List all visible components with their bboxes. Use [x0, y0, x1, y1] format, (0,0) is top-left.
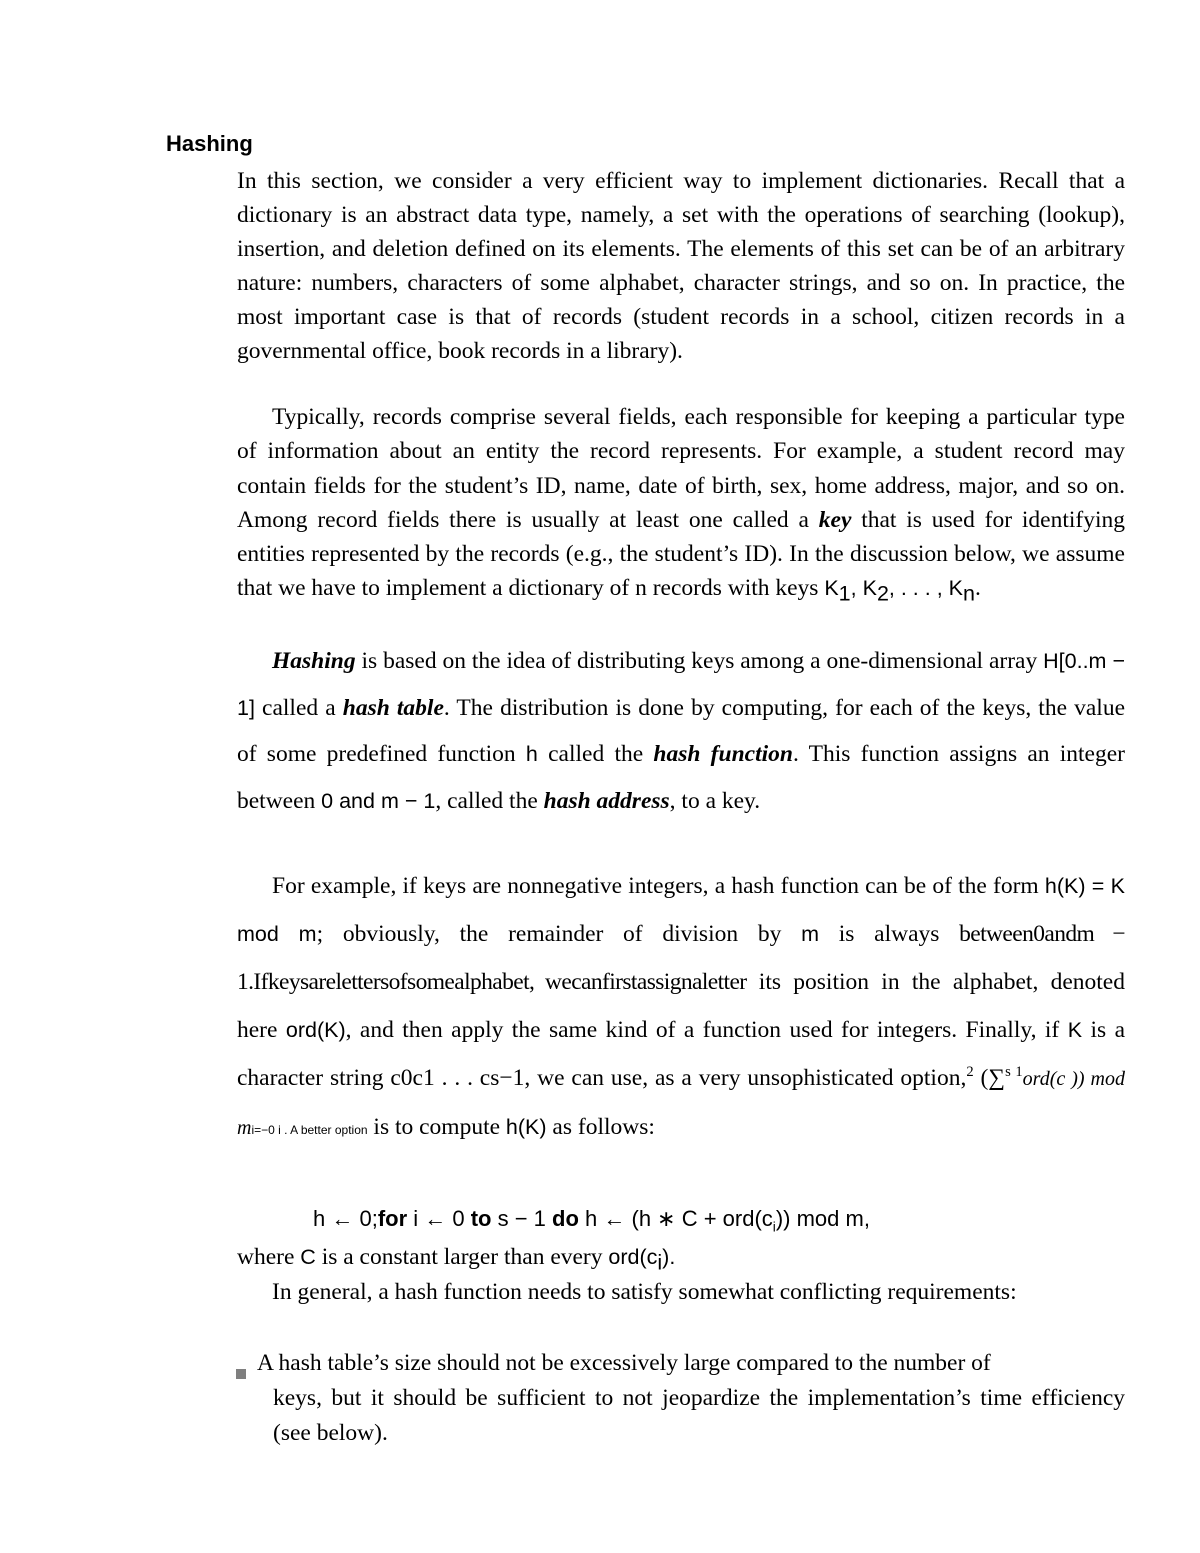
term-hash-address: hash address [543, 787, 670, 814]
range-notation: 0 and m − 1 [321, 788, 436, 813]
paragraph-example [237, 862, 1125, 1154]
example-text-c: is always [819, 921, 960, 947]
array-notation: H[0..m − 1] [237, 649, 1126, 720]
bullet-continuation: keys, but it should be sufficient to not jeopardize the implementation’s time efficiency (see below). [273, 1385, 1125, 1446]
better-option-text: A better option [287, 1123, 368, 1137]
function-h: h [525, 742, 538, 766]
key-kn-subscript: n [962, 582, 975, 607]
hashing-text-e: . This function assigns an integer between [237, 741, 1125, 814]
term-hashing: Hashing [272, 648, 356, 674]
hashing-text-g: , to a key. [669, 787, 761, 814]
algo-loop-start: i ← 0 [407, 1206, 471, 1231]
term-key: key [818, 506, 852, 533]
term-hash-table: hash table [342, 694, 444, 721]
algo-keyword-do: do [552, 1206, 579, 1231]
variable-k: K [1067, 1018, 1083, 1042]
key-k2: , K [850, 576, 877, 601]
key-dots: , . . . , K [888, 576, 963, 601]
example-text-e: , and then apply the same kind of a function used for integers. Finally, if [345, 1017, 1068, 1043]
key-k2-subscript: 2 [876, 582, 889, 607]
algo-keyword-for: for [377, 1206, 408, 1231]
paragraph-requirements [237, 1276, 1125, 1309]
example-text-compressed: between0andm − 1.Ifkeysarelettersofsomealphabet, wecanfirstassignaletter [237, 921, 1125, 995]
paragraph-requirements-text: In general, a hash function needs to satisfy somewhat conflicting requirements: [272, 1279, 1017, 1305]
variable-m: m [801, 922, 819, 946]
formula-sum-one: 1 [1010, 1064, 1023, 1081]
example-text-a: For example, if keys are nonnegative integers, a hash function can be of the form [272, 873, 1045, 899]
example-text-d: its position in the alphabet, denoted here [237, 969, 1125, 1043]
records-text-b: that is used for identifying entities represented by the records (e.g., the student’s ID). In the discussion below, we assume that we have to implement a dictionary of n records with keys [237, 506, 1126, 602]
formula-sum-sup: s [1005, 1064, 1011, 1081]
paragraph-records [237, 400, 1125, 606]
algo-keyword-to: to [470, 1206, 492, 1231]
hashing-text-d: called the [537, 741, 654, 767]
algo-body: h ← (h ∗ C + ord(c [578, 1206, 773, 1231]
example-text-b: ; obviously, the remainder of division by [316, 921, 802, 947]
paragraph-intro [237, 164, 1125, 368]
where-text-end: ). [662, 1245, 676, 1269]
paragraph-hashing-text [237, 638, 1125, 824]
hashing-text-b: called a [254, 694, 343, 721]
paragraph-records-text [237, 400, 1125, 606]
hashing-text-c: . The distribution is done by computing, for each of the keys, the value of some predefined function [237, 694, 1125, 767]
bullet-item [257, 1346, 1125, 1451]
algo-init: h ← 0; [313, 1206, 378, 1231]
where-text-b: is a constant larger than every [315, 1244, 609, 1270]
section-heading: Hashing [166, 131, 253, 156]
example-text-h: as follows: [546, 1114, 655, 1140]
formula-index: i=−0 i . [251, 1123, 288, 1137]
key-k1: K [824, 576, 839, 601]
bullet-square-icon [236, 1369, 246, 1379]
key-k1-subscript: 1 [838, 582, 851, 607]
formula-hk: h(K) [505, 1115, 547, 1139]
bullet-line-1: A hash table’s size should not be excessively large compared to the number of [257, 1350, 991, 1376]
formula-mod: h(K) = K mod m [237, 874, 1125, 946]
formula-ord-mod: ord(c )) mod m [237, 1068, 1125, 1139]
formula-ord: ord(K) [285, 1018, 346, 1042]
records-text-end: . [974, 575, 981, 602]
example-text-f: is a character string c0c1 . . . cs−1, we can use, as a very unsophisticated option, [237, 1017, 1125, 1091]
where-ord: ord(c [608, 1245, 658, 1269]
term-hash-function: hash function [653, 741, 793, 767]
constant-c: C [300, 1245, 316, 1269]
where-subscript: i [657, 1250, 663, 1275]
algo-subscript: i [772, 1219, 776, 1235]
paragraph-example-text [237, 862, 1125, 1154]
where-text-a: where [237, 1244, 301, 1270]
constant-definition [237, 1241, 675, 1273]
paragraph-intro-text: In this section, we consider a very efficient way to implement dictionaries. Recall that a dictionary is an abstract data type, namely, a set with the operations of searching (lookup), insertion, and deletion defined on its elements. The elements of this set can be of an arbitrary nature: numbers, characters of some alphabet, character strings, and so on. In practice, the most important case is that of records (student records in a school, citizen records in a governmental office, book records in a library). [237, 168, 1125, 364]
hashing-text-f: , called the [435, 787, 544, 814]
paragraph-hashing-definition [237, 638, 1125, 824]
hashing-text-a: is based on the idea of distributing keys among a one-dimensional array [355, 648, 1044, 674]
algo-body-end: )) mod m, [775, 1206, 870, 1231]
algo-loop-end: s − 1 [491, 1206, 553, 1231]
example-text-g: is to compute [367, 1114, 506, 1140]
formula-sum: (∑ [973, 1065, 1006, 1091]
records-text-a: Typically, records comprise several fields, each responsible for keeping a particular type of information about an entity the record represents. For example, a student record may contain fields for the student’s ID, name, date of birth, sex, home address, major, and so on. Among record fields there is usually at least one called a [237, 404, 1125, 533]
footnote-marker: 2 [966, 1064, 974, 1081]
algorithm-line [313, 1204, 870, 1234]
